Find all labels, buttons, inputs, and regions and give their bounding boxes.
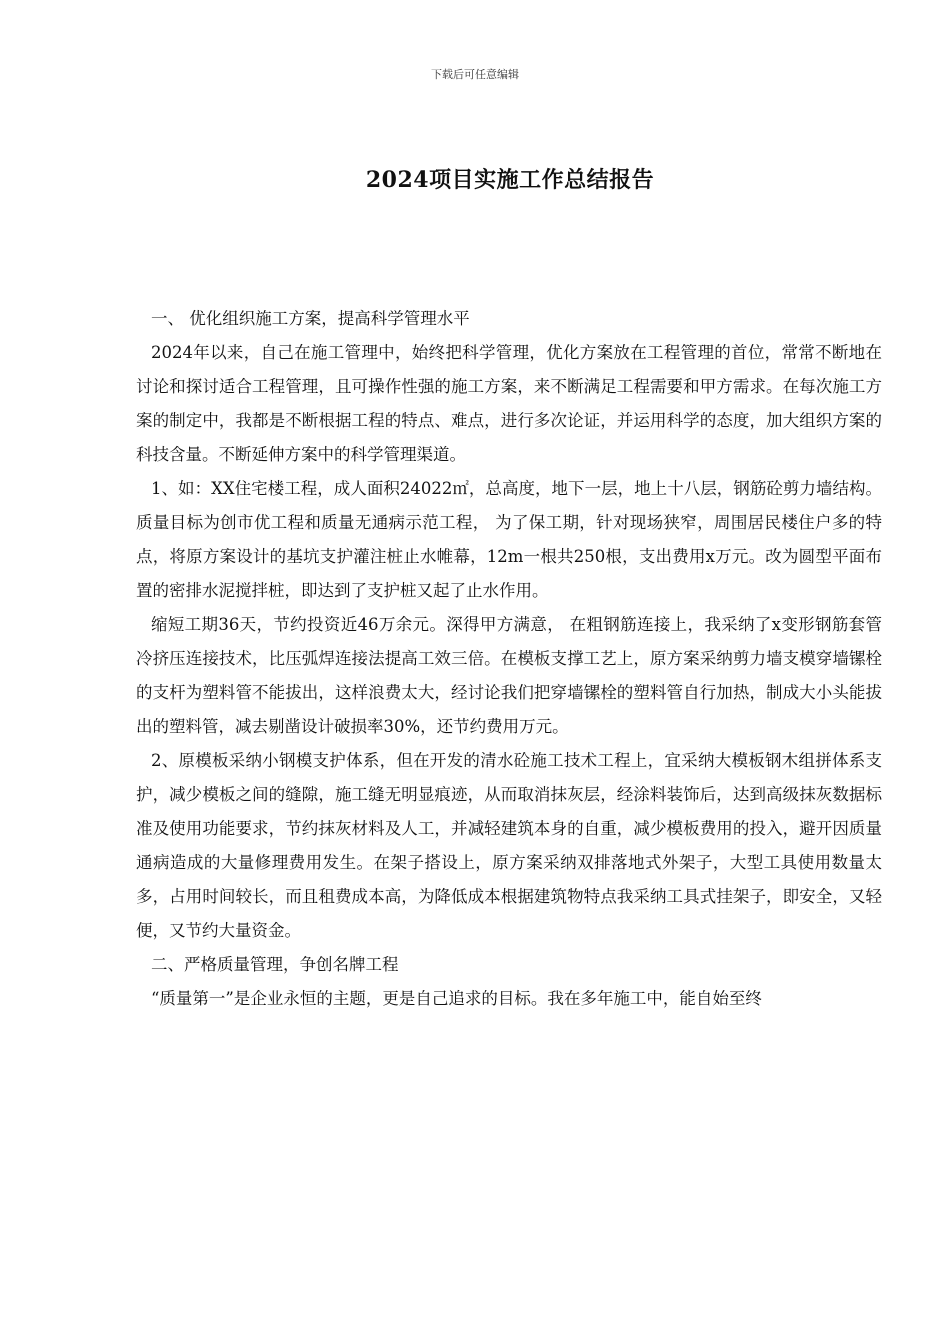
paragraph: 1、如：XX住宅楼工程，成人面积24022㎡，总高度，地下一层，地上十八层，钢筋砼剪力墙结构。质量目标为创市优工程和质量无通病示范工程， 为了保工期，针对现场狭窄，周围居民楼住户多的特点，将原方案设计的基坑支护灌注桩止水帷幕，12m一根共250根，支出费用x万元。改为圆型平面布置的密排水泥搅拌桩，即达到了支护桩又起了止水作用。: [136, 479, 882, 600]
document-body: [136, 302, 882, 1016]
header-note: 下载后可任意编辑: [431, 68, 519, 81]
paragraph: “质量第一”是企业永恒的主题，更是自己追求的目标。我在多年施工中，能自始至终: [151, 989, 762, 1008]
document-title: 2024项目实施工作总结报告: [365, 167, 655, 193]
section-heading: 一、 优化组织施工方案，提高科学管理水平: [151, 309, 470, 328]
paragraph: 缩短工期36天，节约投资近46万余元。深得甲方满意， 在粗钢筋连接上，我采纳了x变形钢筋套管冷挤压连接技术，比压弧焊连接法提高工效三倍。在模板支撑工艺上，原方案采纳剪力墙支模穿墙镙栓的支杆为塑料管不能拔出，这样浪费太大，经讨论我们把穿墙镙栓的塑料管自行加热，制成大小头能拔出的塑料管，减去剔凿设计破损率30%，还节约费用万元。: [136, 615, 882, 736]
paragraph: 2、原模板采纳小钢模支护体系，但在开发的清水砼施工技术工程上，宜采纳大模板钢木组拼体系支护，减少模板之间的缝隙，施工缝无明显痕迹，从而取消抹灰层，经涂料装饰后，达到高级抹灰数据标准及使用功能要求，节约抹灰材料及人工，并减轻建筑本身的自重，减少模板费用的投入，避开因质量通病造成的大量修理费用发生。在架子搭设上，原方案采纳双排落地式外架子，大型工具使用数量太多，占用时间较长，而且租费成本高，为降低成本根据建筑物特点我采纳工具式挂架子，即安全，又轻便，又节约大量资金。: [136, 751, 882, 940]
paragraph: 2024年以来，自己在施工管理中，始终把科学管理，优化方案放在工程管理的首位，常常不断地在讨论和探讨适合工程管理，且可操作性强的施工方案，来不断满足工程需要和甲方需求。在每次施工方案的制定中，我都是不断根据工程的特点、难点，进行多次论证，并运用科学的态度，加大组织方案的科技含量。不断延伸方案中的科学管理渠道。: [136, 343, 882, 464]
section-heading: 二、严格质量管理，争创名牌工程: [151, 955, 399, 974]
